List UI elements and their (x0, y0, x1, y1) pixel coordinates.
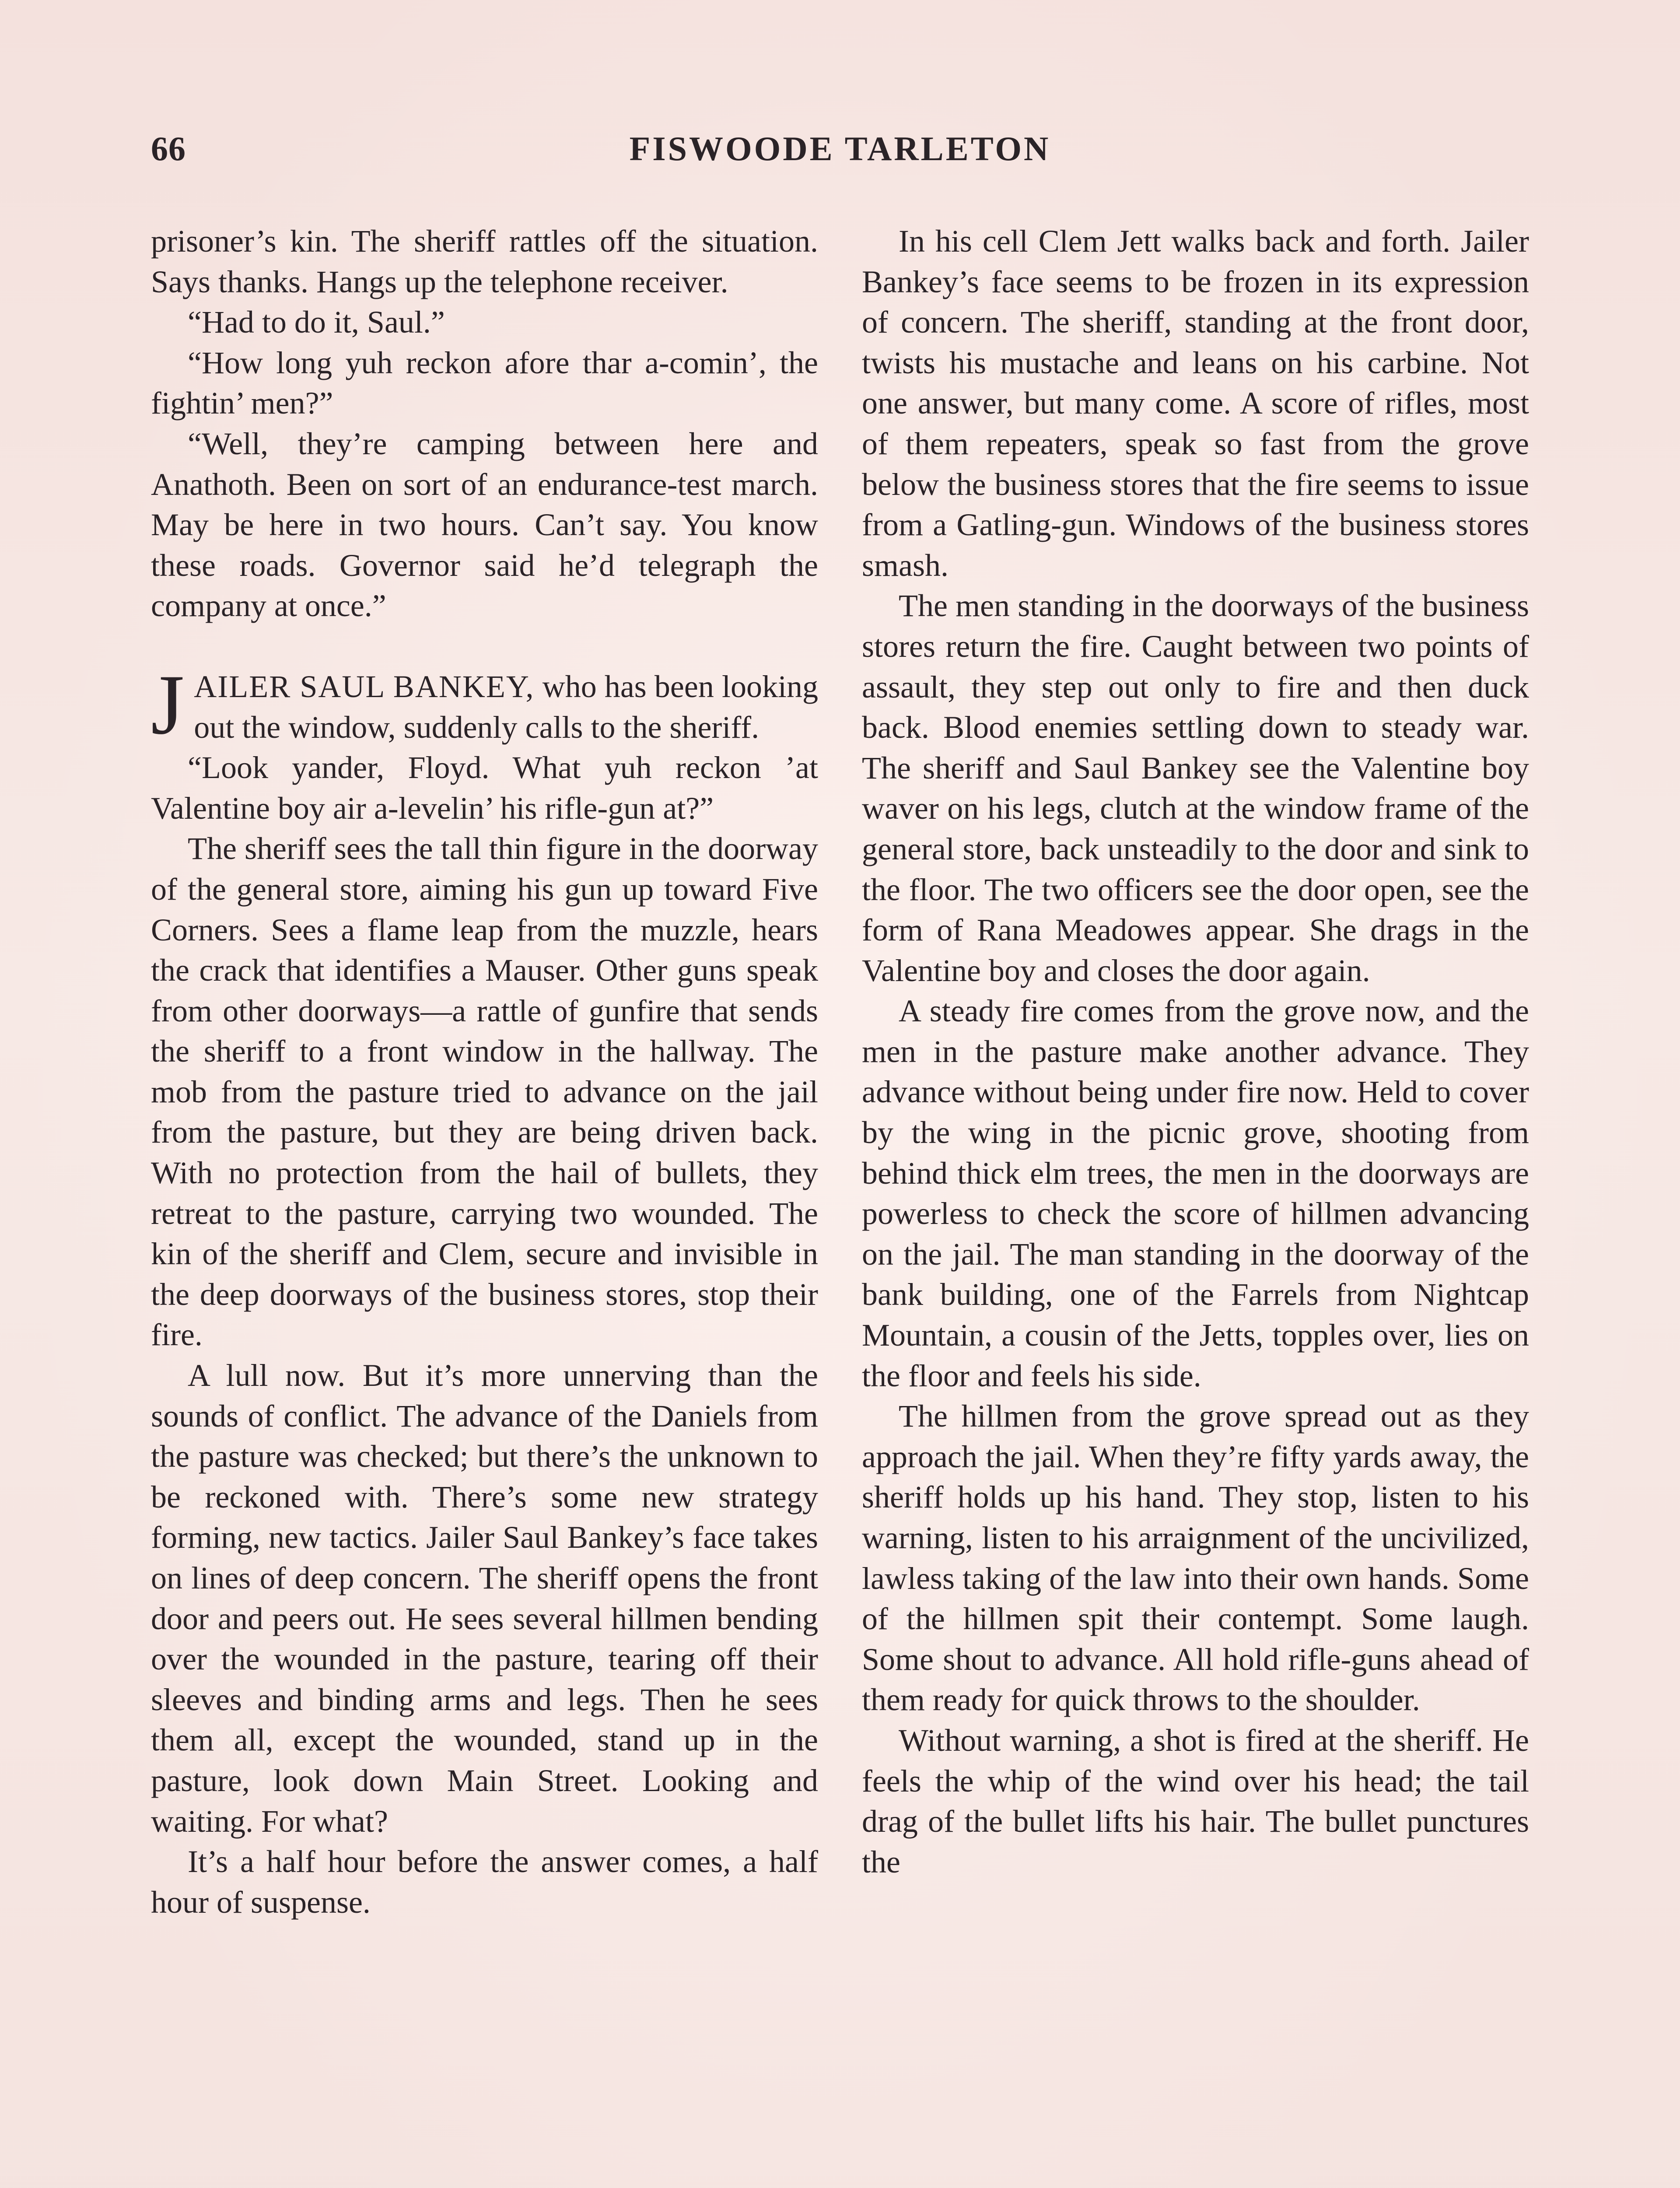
paragraph: It’s a half hour before the answer comes, a half hour of suspense. (151, 1844, 818, 1920)
paragraph: prisoner’s kin. The sheriff rattles off the situation. Says thanks. Hangs up the telephone receiver. (151, 224, 818, 299)
page-header (151, 129, 1529, 177)
paragraph: The men standing in the doorways of the business stores return the fire. Caught between two points of assault, they step out only to fire and then duck back. Blood enemies settling down to steady war. The sheriff and Saul Bankey see the Valentine boy waver on his legs, clutch at the window frame of the general store, back unsteadily to the door and sink to the floor. The two officers see the door open, see the form of Rana Meadowes appear. She drags in the Valentine boy and closes the door again. (862, 588, 1529, 988)
running-head: FISWOODE TARLETON (629, 130, 1051, 168)
section-small-caps: AILER SAUL BANKEY, (194, 669, 535, 704)
paragraph: Without warning, a shot is fired at the sheriff. He feels the whip of the wind over his head; the tail drag of the bullet lifts his hair. The bullet punctures the (862, 1722, 1529, 1879)
drop-cap: J (151, 657, 185, 752)
paragraph: In his cell Clem Jett walks back and forth. Jailer Bankey’s face seems to be frozen in its expression of concern. The sheriff, standing at the front door, twists his mustache and leans on his carbine. Not one answer, but many come. A score of rifles, most of them repeaters, speak so fast from the grove below the business stores that the fire seems to issue from a Gatling-gun. Windows of the business stores smash. (862, 224, 1529, 583)
paragraph: “Had to do it, Saul.” (188, 305, 445, 340)
page-number: 66 (151, 130, 186, 168)
paragraph: “How long yuh reckon afore thar a-comin’, the fightin’ men?” (151, 345, 818, 421)
section-opening-paragraph (151, 657, 818, 752)
paragraph: A steady fire comes from the grove now, and the men in the pasture make another advance. They advance without being under fire now. Held to cover by the wing in the picnic grove, shooting from behind thick elm trees, the men in the doorways are powerless to check the score of hillmen advancing on the jail. The man standing in the doorway of the bank building, one of the Farrels from Nightcap Mountain, a cousin of the Jetts, topples over, lies on the floor and feels his side. (862, 993, 1529, 1393)
section-opening-text: who has been looking out the window, suddenly calls to the sheriff. (194, 669, 818, 745)
paragraph: The sheriff sees the tall thin figure in the doorway of the general store, aiming his gun up toward Five Corners. Sees a flame leap from the muzzle, hears the crack that identifies a Mauser. Other guns speak from other doorways—a rattle of gunfire that sends the sheriff to a front window in the hallway. The mob from the pasture tried to advance on the jail from the pasture, but they are being driven back. With no protection from the hail of bullets, they retreat to the pasture, carrying two wounded. The kin of the sheriff and Clem, secure and invisible in the deep doorways of the business stores, stop their fire. (151, 831, 818, 1353)
paragraph: The hillmen from the grove spread out as they approach the jail. When they’re fifty yards away, the sheriff holds up his hand. They stop, listen to his warning, listen to his arraignment of the uncivilized, lawless taking of the law into their own hands. Some of the hillmen spit their contempt. Some laugh. Some shout to advance. All hold rifle-guns ahead of them ready for quick throws to the shoulder. (862, 1399, 1529, 1718)
paragraph: “Look yander, Floyd. What yuh reckon ’at Valentine boy air a-levelin’ his rifle-gun at?” (151, 750, 818, 826)
paragraph: “Well, they’re camping between here and Anathoth. Been on sort of an endurance-test march. May be here in two hours. Can’t say. You know these roads. Governor said he’d telegraph the company at once.” (151, 426, 818, 624)
right-column (862, 221, 1529, 1882)
left-column (151, 221, 818, 1922)
paragraph: A lull now. But it’s more unnerving than the sounds of conflict. The advance of the Daniels from the pasture was checked; but there’s the unknown to be reckoned with. There’s some new strategy forming, new tactics. Jailer Saul Bankey’s face takes on lines of deep concern. The sheriff opens the front door and peers out. He sees several hillmen bending over the wounded in the pasture, tearing off their sleeves and binding arms and legs. Then he sees them all, except the wounded, stand up in the pasture, look down Main Street. Looking and waiting. For what? (151, 1358, 818, 1839)
